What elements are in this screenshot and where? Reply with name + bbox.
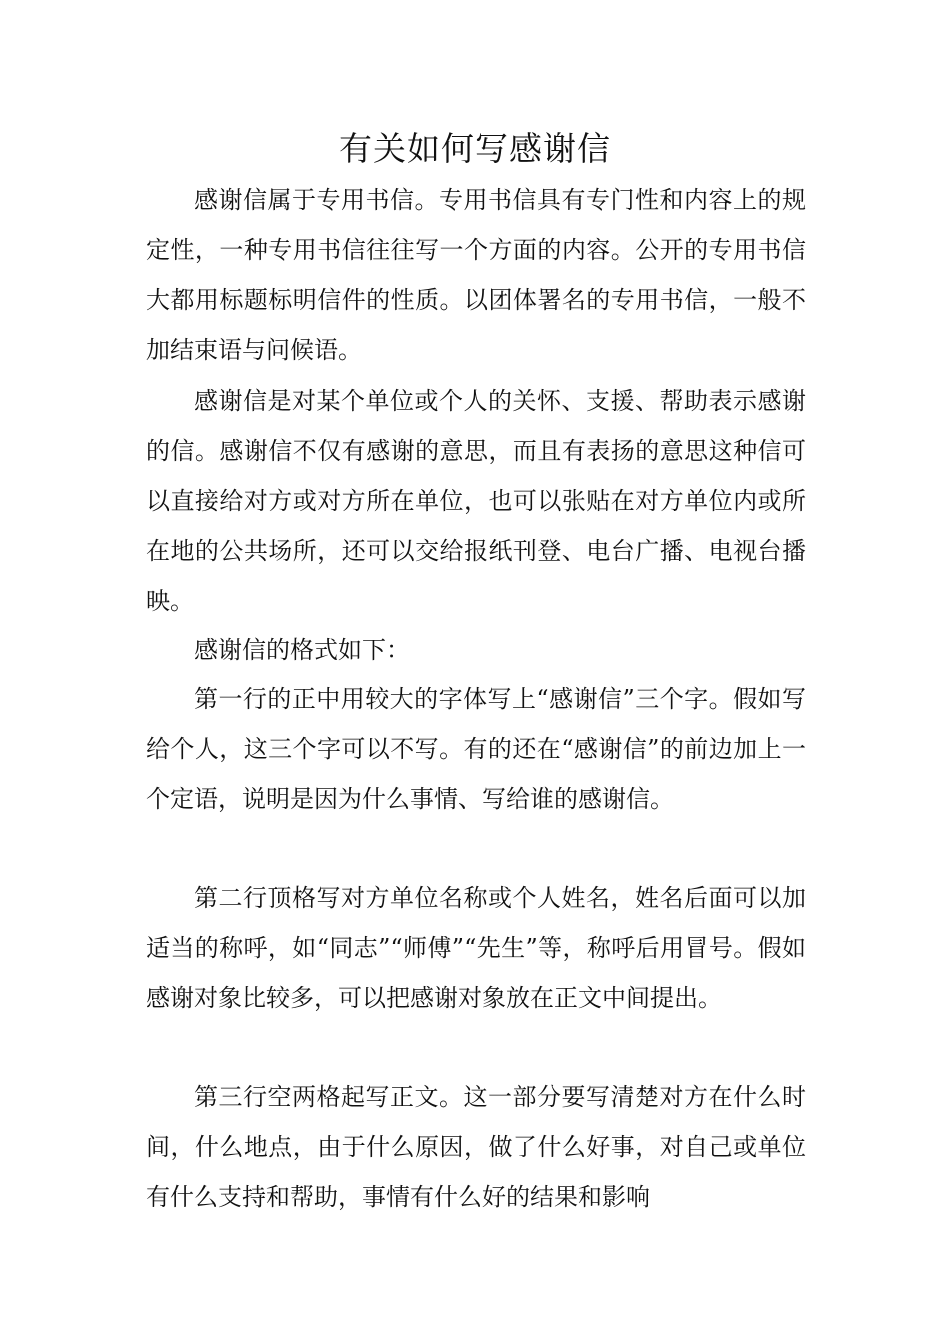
paragraph-purpose: 感谢信是对某个单位或个人的关怀、支援、帮助表示感谢的信。感谢信不仅有感谢的意思，而且有表扬的意思这种信可以直接给对方或对方所在单位，也可以张贴在对方单位内或所在地的公共场所，还可以交给报纸刊登、电台广播、电视台播映。: [146, 387, 806, 615]
paragraph-format-intro: 感谢信的格式如下：: [194, 636, 410, 664]
paragraph-definition: 感谢信属于专用书信。专用书信具有专门性和内容上的规定性，一种专用书信往往写一个方面的内容。公开的专用书信大都用标题标明信件的性质。以团体署名的专用书信，一般不加结束语与问候语。: [146, 186, 806, 364]
paragraph-third-line: 第三行空两格起写正文。这一部分要写清楚对方在什么时间，什么地点，由于什么原因，做了什么好事，对自己或单位有什么支持和帮助，事情有什么好的结果和影响: [146, 1083, 806, 1211]
document-title: 有关如何写感谢信: [339, 129, 611, 168]
paragraph-first-line: 第一行的正中用较大的字体写上“感谢信”三个字。假如写给个人，这三个字可以不写。有的还在“感谢信”的前边加上一个定语，说明是因为什么事情、写给谁的感谢信。: [146, 685, 806, 813]
paragraph-second-line: 第二行顶格写对方单位名称或个人姓名，姓名后面可以加适当的称呼，如“同志”“师傅”“先生”等，称呼后用冒号。假如感谢对象比较多，可以把感谢对象放在正文中间提出。: [146, 884, 806, 1012]
